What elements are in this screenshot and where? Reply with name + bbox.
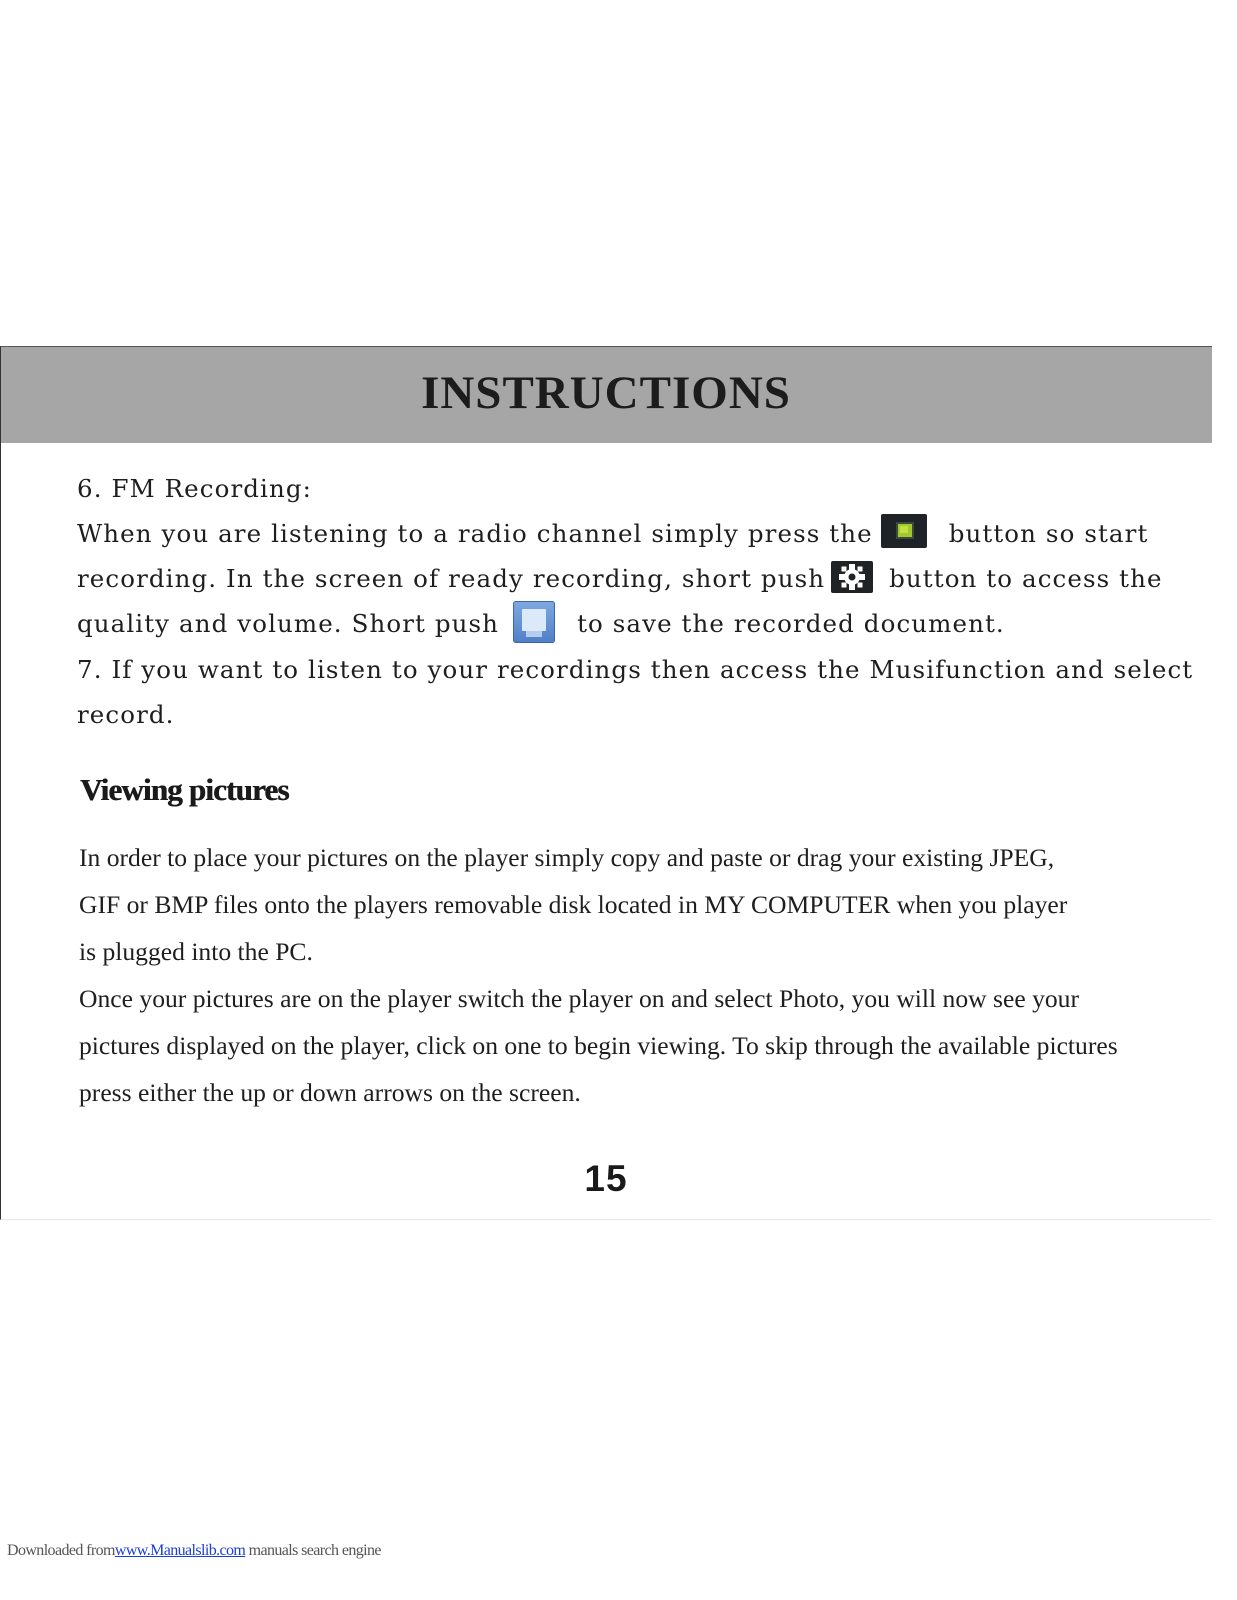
save-document-icon [513,601,555,643]
fm-line1-text-b: button so start [948,519,1149,548]
fm-recording-line-3 [77,601,1177,647]
manualslib-link[interactable]: www.Manualslib.com [114,1542,246,1559]
pictures-line: GIF or BMP files onto the players removable disk located in MY COMPUTER when you player [79,890,1068,919]
viewing-pictures-body [79,834,1189,1116]
pictures-line: is plugged into the PC. [79,937,313,966]
download-footer [7,1542,381,1560]
step-7-line-1: 7. If you want to listen to your recordings then access the Musifunction and select [77,654,1194,684]
footer-prefix: Downloaded from [7,1542,115,1559]
fm-recording-line-1 [77,511,1177,556]
record-button-icon [881,514,927,548]
step-7-line-2: record. [77,699,175,729]
page-title: INSTRUCTIONS [421,367,791,419]
page-number: 15 [584,1158,628,1199]
fm-line2-text-b: button to access the [889,564,1163,593]
footer-suffix: manuals search engine [248,1542,381,1559]
fm-line3-text-b: to save the recorded document. [577,609,1005,638]
fm-line2-text-a: recording. In the screen of ready recording, short push [77,564,826,593]
fm-recording-line-2 [77,556,1177,601]
pictures-line: Once your pictures are on the player switch the player on and select Photo, you will now see your [79,984,1080,1013]
fm-recording-heading: 6. FM Recording: [77,474,313,503]
gear-settings-icon [831,561,873,593]
pictures-line: pictures displayed on the player, click on one to begin viewing. To skip through the available pictures [79,1031,1118,1060]
fm-line1-text-a: When you are listening to a radio channel simply press the [77,519,873,548]
viewing-pictures-heading: Viewing pictures [80,772,289,807]
fm-recording-section [77,466,1194,737]
pictures-line: In order to place your pictures on the player simply copy and paste or drag your existing JPEG, [79,843,1055,872]
fm-line3-text-a: quality and volume. Short push [77,609,500,638]
pictures-line: press either the up or down arrows on the screen. [79,1078,581,1107]
